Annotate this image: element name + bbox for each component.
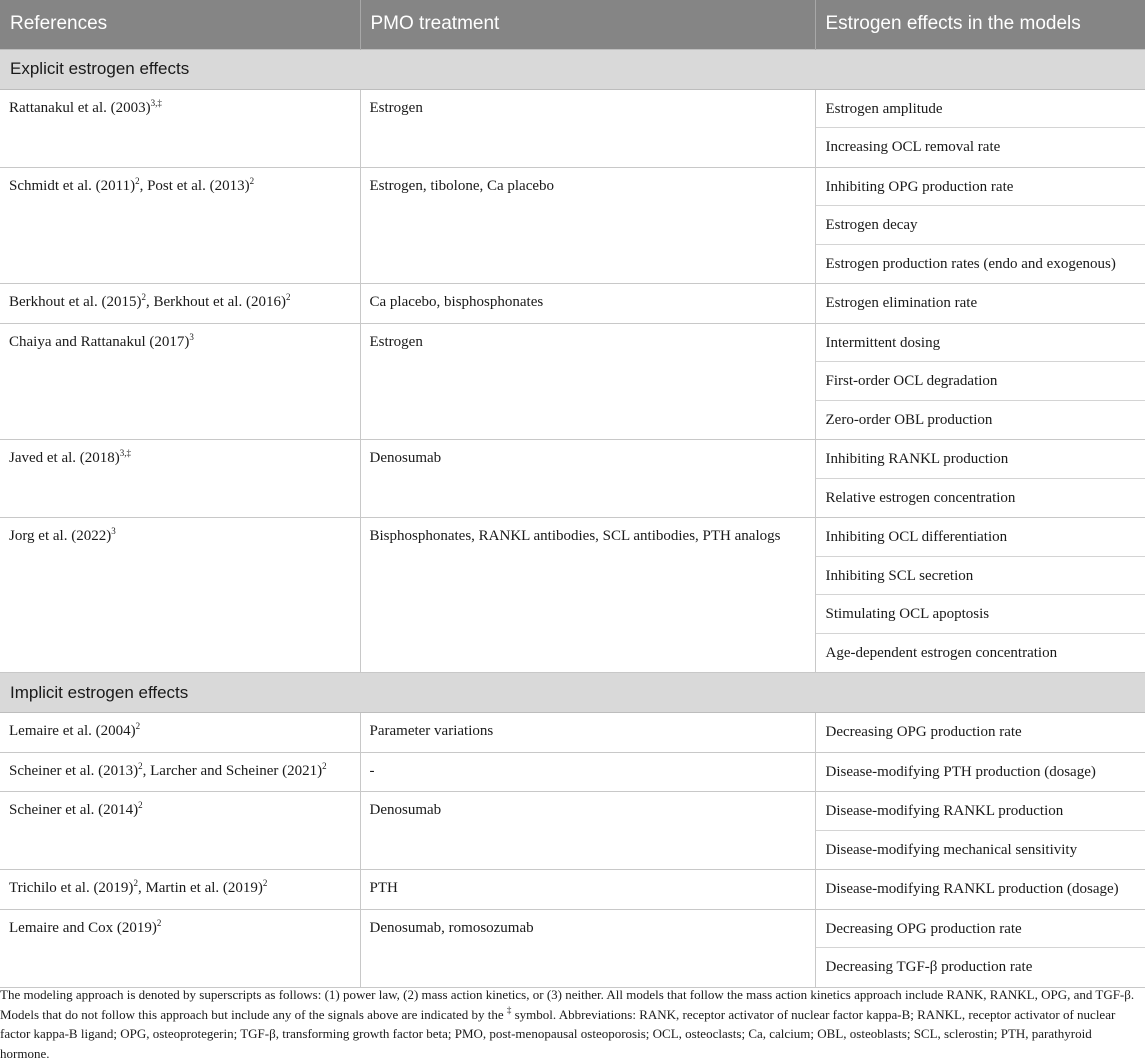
reference-text: , Larcher and Scheiner (2021)	[142, 762, 323, 779]
effects-cell	[815, 167, 1145, 284]
effect-item: Inhibiting SCL secretion	[816, 557, 1145, 596]
reference-superscript: 2	[156, 917, 162, 928]
treatment-cell: -	[360, 752, 815, 792]
reference-text: Scheiner et al. (2013)	[9, 762, 139, 779]
table-row	[0, 870, 1145, 910]
header-pmo-treatment: PMO treatment	[360, 0, 815, 49]
reference-text: Lemaire and Cox (2019)	[9, 919, 157, 936]
treatment-cell: PTH	[360, 870, 815, 910]
effect-item: Increasing OCL removal rate	[825, 139, 1001, 155]
reference-cell	[0, 909, 360, 987]
reference-superscript: 2	[133, 878, 138, 888]
table-row	[0, 792, 1145, 870]
reference-text: , Post et al. (2013)	[139, 177, 250, 194]
reference-text: , Berkhout et al. (2016)	[145, 294, 286, 310]
treatment-cell: Parameter variations	[360, 713, 815, 753]
reference-text: Javed et al. (2018)	[9, 450, 120, 466]
treatment-cell: Denosumab	[360, 792, 815, 870]
reference-cell	[0, 89, 360, 167]
header-estrogen-effects: Estrogen effects in the models	[815, 0, 1145, 49]
reference-text: Rattanakul et al. (2003)	[9, 99, 151, 116]
effect-item: Intermittent dosing	[816, 324, 1145, 363]
effects-cell	[815, 323, 1145, 440]
effect-item: Disease-modifying RANKL production (dosage)	[825, 881, 1119, 897]
reference-superscript: 2	[138, 800, 143, 810]
effect-item: Zero-order OBL production	[825, 411, 993, 428]
reference-text: Scheiner et al. (2014)	[9, 802, 139, 818]
effects-cell	[815, 440, 1145, 518]
effect-item: Estrogen production rates (endo and exogenous)	[825, 255, 1116, 272]
reference-text: Schmidt et al. (2011)	[9, 177, 136, 194]
footnote-text-1: The modeling approach is denoted by superscripts as follows: (1) power law, (2) mass action kinetics, or (3) neither. All models that follow the mass action kinetics approach include RANK, RANKL, OPG, and TGF-β. Models that do not follow this approach but include any of the signals above are indicated by the	[0, 987, 1135, 1022]
effect-item: Estrogen amplitude	[816, 90, 1145, 129]
reference-superscript: 2	[262, 878, 268, 888]
reference-text: Berkhout et al. (2015)	[9, 294, 142, 310]
effect-item: Decreasing TGF-β production rate	[825, 959, 1033, 975]
effect-item: Age-dependent estrogen concentration	[825, 644, 1058, 661]
table-row	[0, 284, 1145, 324]
reference-superscript: 2	[135, 175, 140, 186]
effect-item: Relative estrogen concentration	[825, 489, 1016, 506]
reference-cell	[0, 323, 360, 440]
reference-superscript: 2	[138, 760, 143, 771]
treatment-cell: Estrogen	[360, 323, 815, 440]
treatment-cell: Estrogen	[360, 89, 815, 167]
treatment-cell: Denosumab	[360, 440, 815, 518]
effect-item: Disease-modifying RANKL production	[816, 792, 1145, 831]
header-references: References	[0, 0, 360, 49]
effect-item: Disease-modifying PTH production (dosage)	[825, 763, 1096, 780]
effects-cell	[815, 792, 1145, 870]
section-title: Implicit estrogen effects	[0, 673, 1145, 713]
section-row	[0, 49, 1145, 89]
reference-superscript: 3,‡	[119, 448, 132, 458]
footnote-text-2: symbol. Abbreviations: RANK, receptor activator of nuclear factor kappa-B; RANKL, receptor activator of nuclear factor kappa-B ligand; OPG, osteoprotegerin; TGF-β, transforming growth factor beta; PMO, post-menopausal osteoporosis; OCL, osteoclasts; Ca, calcium; OBL, osteoblasts; SCL, sclerostin; PTH, parathyroid hormone.	[0, 1006, 1116, 1061]
reference-cell	[0, 870, 360, 910]
reference-cell	[0, 167, 360, 284]
effects-cell	[815, 89, 1145, 167]
effect-item: Stimulating OCL apoptosis	[816, 595, 1145, 634]
reference-cell	[0, 518, 360, 673]
treatment-cell: Estrogen, tibolone, Ca placebo	[360, 167, 815, 284]
table-row	[0, 89, 1145, 167]
footnote-symbol: ‡	[506, 1004, 512, 1015]
table-row	[0, 713, 1145, 753]
table-footnote	[0, 985, 1140, 1063]
header-row	[0, 0, 1145, 49]
table-row	[0, 167, 1145, 284]
table-row	[0, 752, 1145, 792]
reference-text: Trichilo et al. (2019)	[9, 880, 134, 896]
effects-cell	[815, 284, 1145, 324]
effects-cell	[815, 870, 1145, 910]
reference-cell	[0, 792, 360, 870]
reference-superscript: 3,‡	[150, 97, 162, 108]
table-row	[0, 518, 1145, 673]
reference-superscript: 2	[135, 721, 141, 731]
treatment-cell: Bisphosphonates, RANKL antibodies, SCL antibodies, PTH analogs	[360, 518, 815, 673]
effect-item: Inhibiting OPG production rate	[816, 168, 1145, 207]
reference-superscript: 2	[141, 292, 146, 302]
effect-item: Decreasing OPG production rate	[825, 724, 1022, 740]
reference-cell	[0, 284, 360, 324]
reference-text: , Martin et al. (2019)	[137, 880, 263, 896]
treatment-cell: Ca placebo, bisphosphonates	[360, 284, 815, 324]
effect-item: Estrogen elimination rate	[825, 295, 978, 311]
reference-text: Lemaire et al. (2004)	[9, 723, 136, 739]
effect-item: Estrogen decay	[816, 206, 1145, 245]
reference-superscript: 2	[322, 760, 327, 771]
section-row	[0, 673, 1145, 713]
reference-superscript: 3	[111, 526, 116, 536]
table-row	[0, 909, 1145, 987]
effects-cell	[815, 518, 1145, 673]
effects-cell	[815, 713, 1145, 753]
section-title: Explicit estrogen effects	[0, 49, 1145, 89]
effects-cell	[815, 752, 1145, 792]
reference-cell	[0, 440, 360, 518]
reference-superscript: 3	[189, 331, 194, 342]
table-row	[0, 323, 1145, 440]
reference-text: Chaiya and Rattanakul (2017)	[9, 333, 190, 350]
effect-item: Decreasing OPG production rate	[816, 910, 1145, 949]
effect-item: Inhibiting RANKL production	[816, 440, 1145, 479]
effects-cell	[815, 909, 1145, 987]
table-row	[0, 440, 1145, 518]
treatment-cell: Denosumab, romosozumab	[360, 909, 815, 987]
effect-item: Disease-modifying mechanical sensitivity	[825, 841, 1078, 858]
reference-cell	[0, 752, 360, 792]
reference-superscript: 2	[249, 175, 255, 186]
reference-superscript: 2	[285, 292, 291, 302]
effect-item: First-order OCL degradation	[816, 362, 1145, 401]
reference-text: Jorg et al. (2022)	[9, 528, 112, 544]
effect-item: Inhibiting OCL differentiation	[816, 518, 1145, 557]
reference-cell	[0, 713, 360, 753]
